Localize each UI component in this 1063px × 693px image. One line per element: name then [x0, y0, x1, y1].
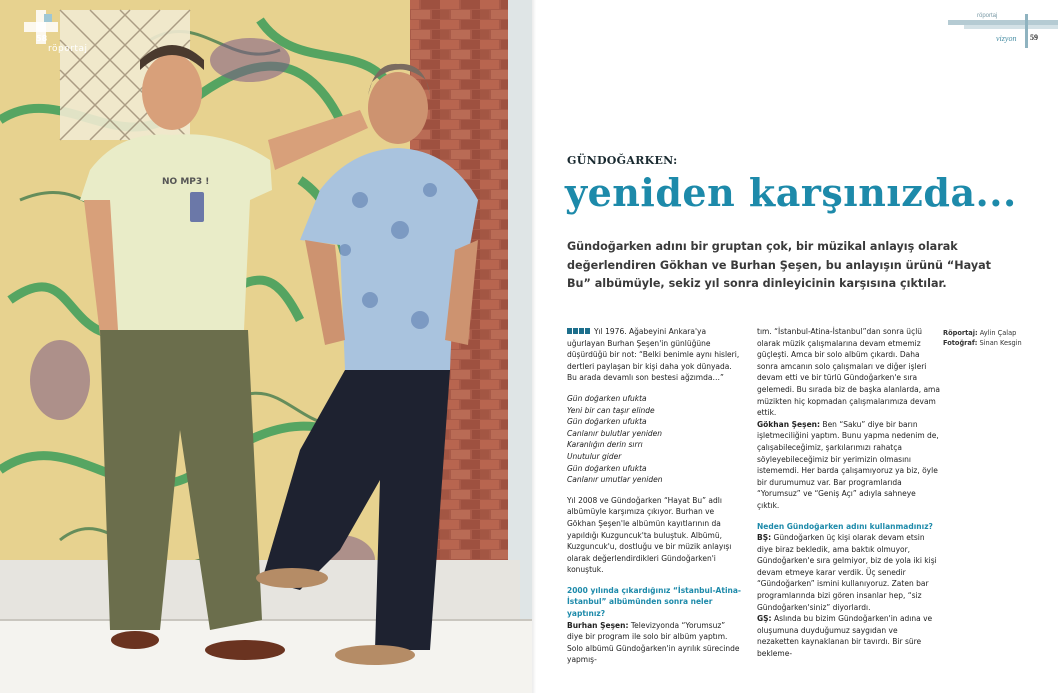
lyric-line: Yeni bir can taşır elinde [567, 405, 655, 415]
credit-interview [943, 328, 1053, 338]
speaker-name: Gökhan Şeşen: [757, 419, 821, 429]
running-head-section: röportaj [977, 13, 998, 19]
article-column-2 [757, 326, 940, 660]
answer-text: Televizyonda “Yorumsuz” diye bir program ile solo bir albüm yaptım. Solo albümü Gündoğarken'in ayrılık sürecinde yapmış- [567, 620, 740, 665]
page-gutter-shadow [532, 0, 536, 693]
article-credits [943, 328, 1053, 348]
interview-answer [757, 419, 940, 512]
interview-answer [757, 613, 940, 659]
left-page-number: 58 [36, 34, 48, 43]
answer-text: Aslında bu bizim Gündoğarken'in adına ve oluşumuna duyduğumuz saygıdan ve nezaketten kaynaklanan bir tavırdı. Bir süre bekleme- [757, 614, 933, 659]
credit-name: Aylin Çalap [979, 329, 1017, 337]
interview-answer [567, 620, 743, 666]
lyric-line: Gün doğarken ufukta [567, 393, 647, 403]
interview-answer [757, 532, 940, 613]
body-paragraph: tım. “İstanbul-Atina-İstanbul”dan sonra üçlü olarak müzik çalışmalarına devam etmemiz güçleşti. Amca bir solo albüm çıkardı. Daha sonra amcanın solo çalışmaları ve diğer işleri devam etti ve bir türlü Gündoğarken'e sıra gelemedi. Bu sırada biz de başka alanlarda, ama müzikten hiç kopmadan çalışmalarımıza devam ettik. [757, 327, 940, 418]
left-section-label: röportaj [48, 44, 88, 54]
lyric-line: Canlanır bulutlar yeniden [567, 428, 663, 438]
body-paragraph: Yıl 2008 ve Gündoğarken “Hayat Bu” adlı albümüyle karşımıza çıkıyor. Burhan ve Gökhan Şeşen'le albümün kayıtlarının da yapıldığı Kuzguncuk'ta buluştuk. Albümü, Kuzguncuk'u, dostluğu ve bir müzik anlayışı olarak değerlendirdikleri Gündoğarken'i konuştuk. [567, 495, 732, 575]
speaker-name: Burhan Şeşen: [567, 620, 629, 630]
intro-text: Yıl 1976. Ağabeyini Ankara'ya uğurlayan Burhan Şeşen'in günlüğüne düşürdüğü bir not: “Belki benimle aynı hisleri, dertleri paylaşan bir kişi daha yok dünyada. Bu arada devamlı son bestesi ağzımda…” [567, 327, 740, 383]
lyric-line: Unutulur gider [567, 451, 622, 461]
running-head-magazine: vizyon [996, 34, 1017, 43]
credit-label: Röportaj: [943, 329, 978, 337]
credit-photo [943, 338, 1053, 348]
right-page-number: 59 [1030, 33, 1038, 42]
article-page [532, 0, 1063, 693]
running-head-bar-vertical [1025, 14, 1028, 48]
answer-text: Ben “Saku” diye bir barın işletmeciliğini yaptım. Bunu yapma nedenim de, çalışabileceğimiz, şarkılarımızı rahatça söyleyebileceğimiz bir yerimizin olmasını istememdi. Her barda çalışamıyoruz ya biz, öyle bir durumumuz var. Bar programlarıda “Yorumsuz” ve “Geniş Açı” adıyla sahneye çıktık. [757, 419, 939, 510]
credit-name: Sinan Kesgin [979, 339, 1022, 347]
lyric-line: Karanlığın derin sırrı [567, 440, 643, 450]
interview-question: Neden Gündoğarken adını kullanmadınız? [757, 521, 933, 531]
lyric-line: Canlanır umutlar yeniden [567, 475, 663, 485]
song-lyrics [567, 393, 743, 486]
running-head-bar-mid [964, 25, 1058, 29]
lyric-line: Gün doğarken ufukta [567, 463, 647, 473]
article-kicker: GÜNDOĞARKEN: [567, 154, 678, 167]
intro-paragraph [567, 326, 743, 384]
credit-label: Fotoğraf: [943, 339, 978, 347]
lyric-line: Gün doğarken ufukta [567, 417, 647, 427]
answer-text: Gündoğarken üç kişi olarak devam etsin diye biraz bekledik, ama baktık olmuyor, Gündoğarken'e sıra gelmiyor, biz de yola iki kişi devam etmeye karar verdik. Üç senedir “Gündoğarken” ismini kullanıyoruz. Zaten bar programlarında bizi gören insanlar hep, “siz Gündoğarken'siniz” diyorlardı. [757, 533, 937, 612]
paragraph-marker-icon [567, 328, 591, 334]
speaker-name: GŞ: [757, 614, 772, 624]
svg-text:NO MP3 !: NO MP3 ! [162, 177, 210, 187]
interview-question: 2000 yılında çıkardığınız “İstanbul-Atina-İstanbul” albümünden sonra neler yaptınız? [567, 585, 742, 619]
speaker-name: BŞ: [757, 533, 772, 543]
article-headline: yeniden karşınızda... [565, 170, 1017, 215]
article-deck: Gündoğarken adını bir gruptan çok, bir müzikal anlayış olarak değerlendiren Gökhan ve Burhan Şeşen, bu anlayışın ürünü “Hayat Bu” albümüyle, sekiz yıl sonra dinleyicinin karşısına çıktılar. [567, 240, 992, 290]
article-column-1 [567, 326, 743, 666]
